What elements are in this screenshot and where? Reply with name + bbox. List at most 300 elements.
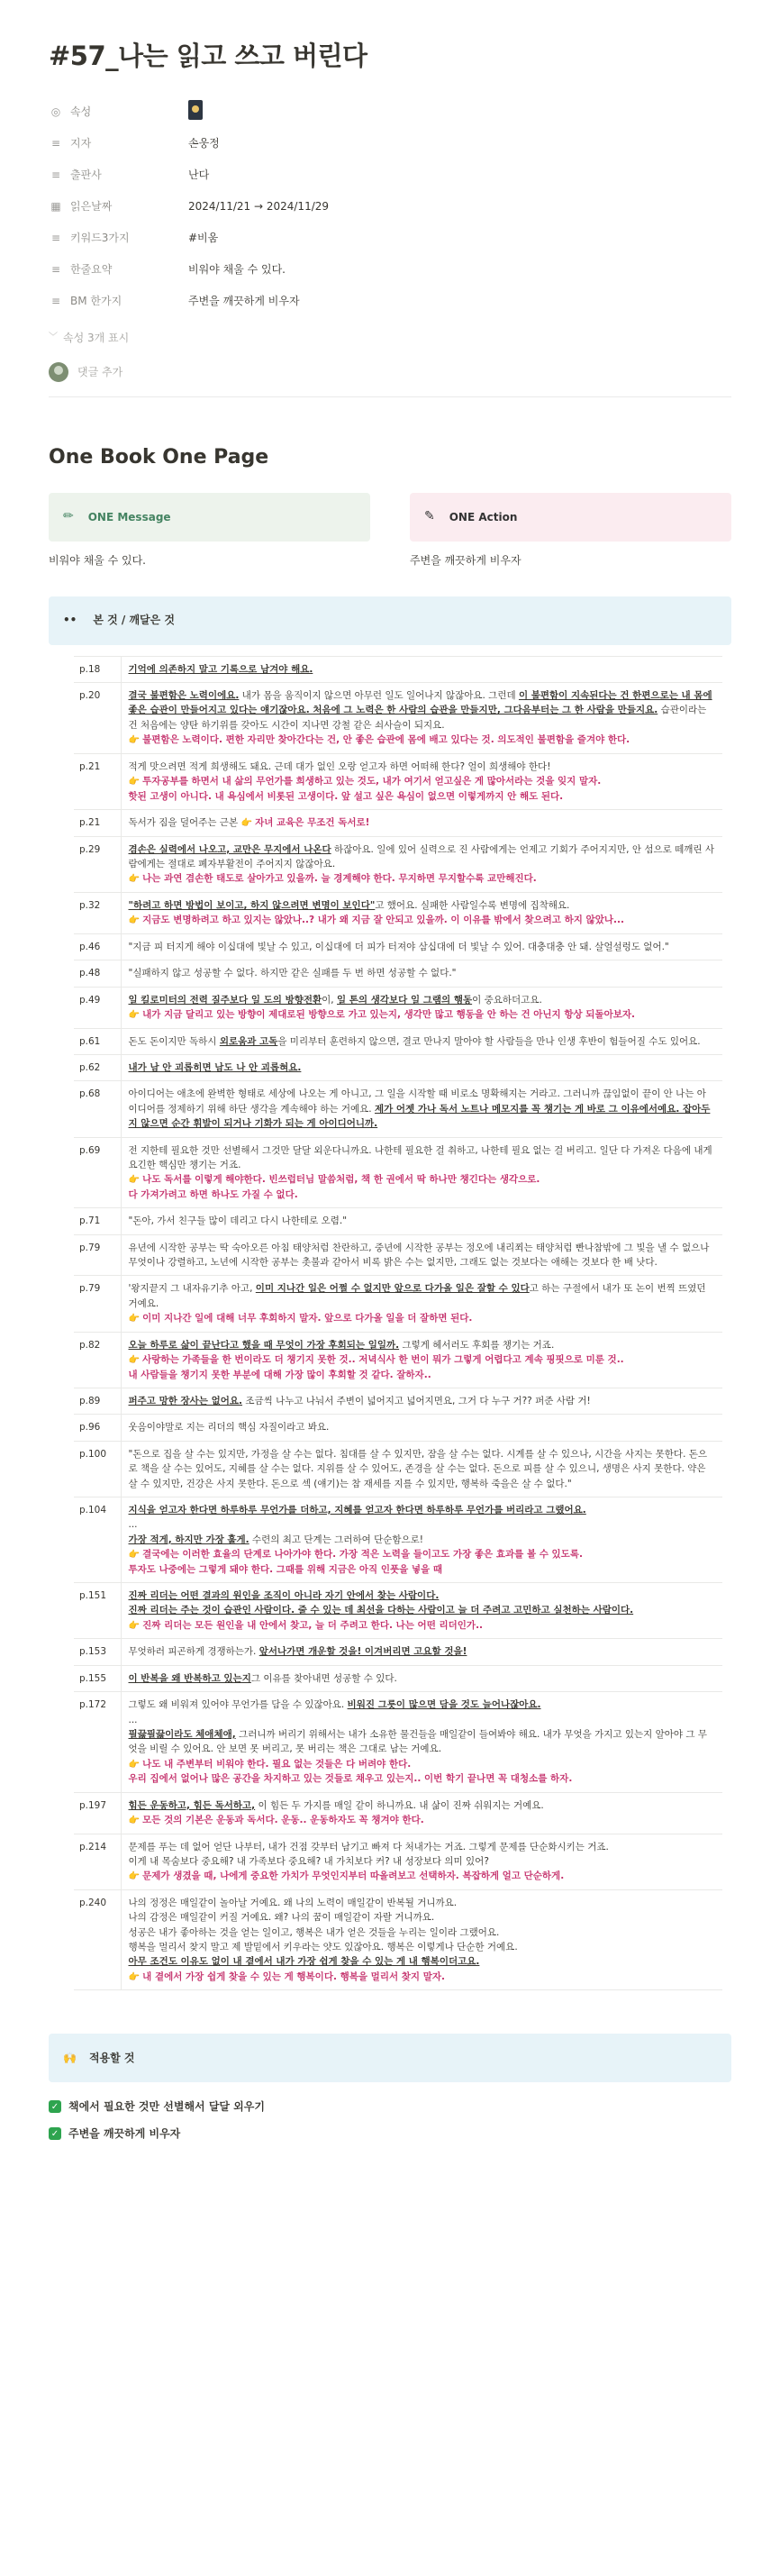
- section-heading: One Book One Page: [49, 445, 269, 469]
- quote-text: 겸손은 실력에서 나오고, 교만은 무지에서 나온다: [128, 843, 331, 855]
- table-row: [74, 683, 722, 754]
- list-icon: ≡: [50, 137, 61, 150]
- quote-text: 성공은 내가 좋아하는 것을 얻는 일이고, 행복은 내가 얻은 것들을 누리는 일이라 그랬어요.: [128, 1926, 500, 1938]
- page-number-cell[interactable]: p.46: [74, 933, 121, 960]
- checkbox-checked-icon[interactable]: ✓: [49, 2127, 61, 2140]
- one-action-callout: [410, 493, 731, 542]
- table-row: [74, 1834, 722, 1889]
- quote-line: [129, 1727, 716, 1757]
- property-row[interactable]: [49, 254, 731, 286]
- quote-text: '왕지끝지 그 내자유기추 아고,: [128, 1283, 256, 1295]
- note-text: 진짜 리더는 모든 원인을 내 안에서 찾고, 늘 더 주려고 한다. 나는 어떤 리더인가..: [142, 1619, 484, 1631]
- page-number-cell[interactable]: p.48: [74, 960, 121, 987]
- apply-label: 적용할 것: [88, 2052, 135, 2065]
- quote-line: [129, 1034, 716, 1049]
- property-value[interactable]: 손웅정: [188, 137, 220, 150]
- quote-line: [129, 1618, 716, 1634]
- note-text: 내가 지금 달리고 있는 방향이 제대로된 방향으로 가고 있는지, 생각만 많고 행동을 안 하는 건 아닌지 항상 되돌아보자.: [142, 1009, 635, 1021]
- quote-line: [129, 1214, 716, 1228]
- note-text: 핫된 고생이 아니다. 내 욕심에서 비롯된 고생이다. 앞 설고 싶은 욕심이 없으면 이렇게까지 안 해도 된다.: [128, 790, 564, 802]
- learnings-callout: [49, 596, 731, 645]
- quote-line: [129, 1771, 716, 1786]
- quote-line: [129, 1562, 716, 1577]
- page-number-cell[interactable]: p.21: [74, 753, 121, 809]
- quote-cell[interactable]: [121, 1276, 722, 1332]
- property-row[interactable]: [49, 223, 731, 254]
- page-number-cell[interactable]: p.89: [74, 1388, 121, 1415]
- quote-text: 을 미리부터 훈련하지 않으면, 결코 만나지 말아야 할 사람들을 만나 인생 후반이 험들어질 수도 있어요.: [277, 1035, 701, 1047]
- one-action-label: ONE Action: [449, 510, 518, 523]
- page-number-cell[interactable]: p.96: [74, 1415, 121, 1441]
- property-row[interactable]: [49, 191, 731, 223]
- eyes-icon: ••: [63, 614, 77, 627]
- quote-text: 진짜 리더는 주는 것이 습관인 사람이다. 줄 수 있는 데 최선을 다하는 사람이고 늘 더 주려고 고민하고 실천하는 사람이다.: [128, 1605, 634, 1616]
- quote-text: 지식을 얻고자 한다면 하루하루 무언가를 더하고, 지혜를 얻고자 한다면 하루하루 무언가를 버리라고 그랬어요.: [128, 1504, 586, 1516]
- pointing-hand-icon: 👉: [128, 915, 143, 926]
- properties: [49, 96, 731, 317]
- table-row: [74, 810, 722, 837]
- page-number-cell[interactable]: p.197: [74, 1792, 121, 1834]
- pointing-hand-icon: 👉: [128, 1620, 143, 1631]
- quote-cell[interactable]: [121, 656, 722, 682]
- list-icon: ≡: [50, 168, 61, 182]
- page-number-cell[interactable]: p.71: [74, 1208, 121, 1234]
- quote-line: [129, 662, 716, 677]
- note-text: 내 사람들을 챙기지 못한 부분에 대해 가장 많이 후회할 것 같다. 잘하자..: [128, 1369, 431, 1380]
- quote-line: [129, 1896, 716, 1910]
- quote-cell[interactable]: [121, 1415, 722, 1441]
- page-number-cell[interactable]: p.172: [74, 1692, 121, 1792]
- show-more-properties[interactable]: [49, 324, 731, 351]
- quote-line: [129, 815, 716, 831]
- table-row: [74, 960, 722, 987]
- table-row: [74, 1234, 722, 1276]
- quote-text: "하려고 하면 방법이 보이고, 하지 않으려면 변명이 보인다": [128, 900, 376, 911]
- property-key-label: 속성: [70, 105, 92, 119]
- status-icon: ◎: [50, 105, 61, 119]
- table-row: [74, 1889, 722, 1989]
- quote-text: 그렇도 왜 비워져 있어야 무언가를 담을 수 있잖아요.: [128, 1699, 348, 1711]
- pointing-hand-icon: 👉: [128, 1314, 143, 1324]
- note-text: 나도 독서를 이렇게 해야한다. 빈쓰럽터님 말씀처럼, 책 한 권에서 딱 하나만 챙긴다는 생각으로.: [142, 1174, 540, 1186]
- quote-cell[interactable]: [121, 1332, 722, 1388]
- property-value[interactable]: [188, 100, 203, 125]
- quote-text: 아무 조건도 이유도 없이 내 곁에서 내가 가장 쉽게 찾을 수 있는 게 내 행복이더고요.: [128, 1956, 480, 1968]
- pointing-hand-icon: 👉: [128, 1355, 143, 1366]
- quote-cell[interactable]: [121, 1441, 722, 1497]
- property-value[interactable]: 2024/11/21 → 2024/11/29: [188, 200, 330, 214]
- note-text: 불편함은 노력이다. 편한 자리만 찾아간다는 건, 안 좋은 습관에 몸에 배고 있다는 것. 의도적인 불편함을 즐겨야 한다.: [142, 734, 630, 746]
- one-message-text: 비워야 채울 수 있다.: [49, 554, 146, 568]
- quote-text: 유년에 시작한 공부는 딱 숙아오른 아침 태양처럼 찬란하고, 중년에 시작한 공부는 정오에 내리쬐는 태양처럼 빤나참밖에 그 빛을 낼 수 없으나 무엇이나 강렬하고, 노년에 시작한 공부는 촛불과 같아서 비록 밝은 수는 없지만, 그래도 없는 것보다는 애해는 것보다 한 배 낫다.: [128, 1242, 710, 1269]
- todo-item[interactable]: [49, 2122, 731, 2145]
- quote-text: "지금 피 터지게 해야 이십대에 빛날 수 있고, 이십대에 더 피가 터져야 삼십대에 더 빛날 수 있어. 대충대충 안 돼. 살얼설렁도 없어.": [128, 941, 669, 952]
- quote-line: [129, 1940, 716, 1954]
- quote-text: "돈아, 가서 친구들 많이 데리고 다시 나한테로 오렴.": [128, 1215, 348, 1227]
- quote-text: ...: [128, 1714, 138, 1725]
- property-value[interactable]: 비워야 채울 수 있다.: [188, 263, 286, 277]
- page-number-cell[interactable]: p.155: [74, 1665, 121, 1691]
- quote-line: [129, 1281, 716, 1311]
- quote-cell[interactable]: [121, 683, 722, 754]
- table-row: [74, 753, 722, 809]
- quote-text: 일 킬로미터의 전력 질주보다 일 도의 방향전환: [128, 994, 322, 1006]
- page-number-cell[interactable]: p.79: [74, 1276, 121, 1332]
- table-row: [74, 933, 722, 960]
- book-cover-icon: [188, 100, 203, 120]
- property-row[interactable]: [49, 286, 731, 317]
- quote-line: [129, 688, 716, 733]
- quote-line: [129, 1060, 716, 1075]
- quote-line: [129, 1869, 716, 1884]
- quote-text: 이게 내 목숨보다 중요해? 내 가족보다 중요해? 내 가치보다 커? 내 성장보다 의미 있어?: [128, 1855, 489, 1867]
- quote-text: 나의 정정은 매일같이 놀아날 거예요. 왜 나의 노력이 매일같이 반복될 거니까요.: [128, 1897, 458, 1908]
- apply-todo-list: [49, 2095, 731, 2145]
- pointing-hand-icon: 👉: [128, 777, 143, 787]
- page-number-cell[interactable]: p.49: [74, 987, 121, 1028]
- list-icon: ≡: [50, 263, 61, 277]
- quote-line: [129, 760, 716, 774]
- quote-cell[interactable]: [121, 933, 722, 960]
- quote-text: 하잖아요. 일에 있어 실력으로 진 사람에게는 언제고 기회가 주어지지만, 안 섬으로 떼깨린 사람에게는 절대로 폐자부활전이 주어지지 않잖아요.: [128, 843, 714, 870]
- quote-line: [129, 913, 716, 928]
- quote-text: 제가 어젯 가나 독서 노트나 메모지를 꼭 챙기는 게 바로 그 이유에서예요. 잡아두지 않으면 순간 휘발이 되거나 기화가 되는 게 아이디어니까.: [128, 1103, 711, 1130]
- quote-cell[interactable]: [121, 1639, 722, 1665]
- quote-line: [129, 1840, 716, 1854]
- quote-text: 수련의 최고 단계는 그러하여 단순함으로!: [249, 1534, 424, 1545]
- page-number-cell[interactable]: p.151: [74, 1583, 121, 1639]
- one-action-column: [410, 493, 731, 569]
- quote-line: [129, 1588, 716, 1603]
- property-key: [49, 104, 188, 121]
- page-number-cell[interactable]: p.21: [74, 810, 121, 837]
- table-row: [74, 1792, 722, 1834]
- table-row: [74, 1208, 722, 1234]
- page-number-cell[interactable]: p.214: [74, 1834, 121, 1889]
- quote-line: [129, 1798, 716, 1813]
- checkbox-checked-icon[interactable]: ✓: [49, 2100, 61, 2113]
- table-row: [74, 836, 722, 892]
- pointing-hand-icon: 👉: [128, 1550, 143, 1561]
- page-number-cell[interactable]: p.62: [74, 1055, 121, 1081]
- page-number-cell[interactable]: p.240: [74, 1889, 121, 1989]
- quote-line: [129, 789, 716, 804]
- table-row: [74, 1028, 722, 1054]
- quote-cell[interactable]: [121, 1081, 722, 1137]
- property-row[interactable]: [49, 159, 731, 191]
- quote-line: [129, 1671, 716, 1686]
- list-icon: ≡: [50, 295, 61, 308]
- table-row: [74, 1276, 722, 1332]
- page-number-cell[interactable]: p.104: [74, 1497, 121, 1582]
- quote-line: [129, 1447, 716, 1491]
- show-more-label: 속성 3개 표시: [63, 331, 130, 344]
- quote-line: [129, 1713, 716, 1727]
- page-number-cell[interactable]: p.82: [74, 1332, 121, 1388]
- page-number-cell[interactable]: p.61: [74, 1028, 121, 1054]
- pointing-hand-icon: 👉: [128, 1010, 143, 1021]
- quote-line: [129, 1420, 716, 1434]
- learnings-label: 본 것 / 깨달은 것: [93, 614, 175, 627]
- quote-text: 힘든 운동하고, 힘든 독서하고,: [128, 1799, 256, 1811]
- property-key: [49, 230, 188, 247]
- quote-line: [129, 1698, 716, 1712]
- note-text: 우리 집에서 없어나 많은 공간을 차지하고 있는 것들로 채우고 있는지.. 이번 학기 끝나면 꼭 대청소를 하자.: [128, 1773, 573, 1785]
- quote-text: 조금씩 나누고 나눠서 주변이 넓어지고 넓어지면요, 그거 다 누구 거?? 퍼준 사람 거!: [242, 1396, 591, 1407]
- quote-text: 외로움과 고독: [219, 1035, 278, 1047]
- quote-line: [129, 1910, 716, 1925]
- quote-cell[interactable]: [121, 1692, 722, 1792]
- quote-text: 웃음이야말로 지는 리더의 핵심 자질이라고 봐요.: [128, 1422, 330, 1434]
- table-row: [74, 893, 722, 934]
- chevron-down-icon: ﹀: [49, 332, 58, 343]
- note-text: 사랑하는 가족들을 한 번이라도 더 챙기지 못한 것.. 저녁식사 한 번이 뭐가 그렇게 어렵다고 계속 핑핏으로 미룬 것..: [142, 1354, 624, 1366]
- quote-text: 앞서나가면 개운할 것을! 이겨버리면 고요할 것을!: [258, 1646, 467, 1658]
- add-comment[interactable]: [49, 362, 731, 397]
- quote-line: [129, 1241, 716, 1270]
- table-row: [74, 1137, 722, 1208]
- quote-text: 적게 맛으려면 적게 희생해도 돼요. 근데 대가 없인 오랑 얻고자 하면 어떠해 한다? 얼이 희생해야 한다!: [128, 760, 551, 772]
- quote-text: 그러니까 버리기 위해서는 내가 소유한 물건들을 매일같이 들여봐야 해요. 내가 무엇을 가지고 있는지 알아야 그 무엇을 비릴 수 있어요. 안 보면 못 버리고, 못 버리는 책은 그대로 남는 거예요.: [128, 1728, 708, 1755]
- quote-text: 그 이유를 찾아내면 성공할 수 있다.: [250, 1672, 397, 1684]
- quote-text: 내가 몸을 움직이지 않으면 아무런 일도 일어나지 않잖아요. 그런데: [239, 690, 519, 701]
- quote-text: "돈으로 집을 살 수는 있지만, 가정을 살 수는 없다. 침대를 살 수 있지만, 잠을 살 수는 없다. 시계를 살 수 있으나, 시간을 사지는 못한다. 돈으로 책을 살 수는 있어도, 지혜를 살 수는 없다. 지위를 살 수 있어도, 존경을 살 수는 없다. 돈으로 피를 살 수 있으니, 생명은 사지 못한다. 약은 살 수 있지만, 건강은 사지 못한다. 돈으로 섹 (얘기)는 참 재세를 지를 수 있지만, 행복하 죽을은 살 수 없다.": [128, 1448, 708, 1489]
- note-text: 결국에는 이러한 효율의 단계로 나아가야 한다. 가장 적은 노력을 들이고도 가장 좋은 효과를 볼 수 있도록.: [142, 1549, 583, 1561]
- note-text: 자녀 교육은 무조건 독서로!: [255, 817, 370, 829]
- property-row[interactable]: [49, 96, 731, 128]
- note-text: 나는 과연 겸손한 태도로 살아가고 있을까. 늘 경계해야 한다. 무지하면 무지할수록 교만해진다.: [142, 873, 537, 885]
- quote-cell[interactable]: [121, 1583, 722, 1639]
- quote-text: 필끓필끓이라도 체애체애,: [128, 1728, 236, 1740]
- one-message-column: [49, 493, 370, 569]
- quote-cell[interactable]: [121, 1834, 722, 1889]
- property-key: [49, 167, 188, 184]
- quote-line: [129, 1394, 716, 1408]
- property-key: [49, 135, 188, 152]
- one-message-callout: [49, 493, 370, 542]
- apply-callout: [49, 2034, 731, 2082]
- note-text: 투자공부를 하면서 내 삶의 무언가를 희생하고 있는 것도, 내가 여기서 얻고싶은 게 많아서라는 것을 잊지 말자.: [142, 776, 602, 787]
- quote-line: [129, 1954, 716, 1969]
- note-text: 내 곁에서 가장 쉽게 찾을 수 있는 게 행복이다. 행복을 멀리서 찾지 말자.: [142, 1971, 445, 1982]
- quote-line: [129, 993, 716, 1007]
- quote-text: 아이디어는 애초에 완벽한 형태로 세상에 나오는 게 아니고, 그 일을 시작할 때 비로소 명확해지는 거라고. 그러니까 끊임없이 끝이 안 나는 아이디어를 정제하기 위해 하단 생각을 계속해야 하는 거예요.: [128, 1088, 706, 1115]
- quote-line: [129, 1172, 716, 1188]
- edit-icon: ✎: [424, 509, 435, 524]
- note-text: 지금도 변명하려고 하고 있지는 않았나..? 내가 왜 지금 잘 안되고 있을까. 이 이유를 밖에서 찾으려고 하지 않았나...: [142, 915, 624, 926]
- quote-text: ...: [128, 1519, 138, 1531]
- quote-text: 전 지한테 필요한 것만 선별해서 그것만 달달 외운다니까요. 나한테 필요한 걸 취하고, 나한테 필요 없는 걸 버리고. 일단 다 가져온 다음에 내게 요긴한 핵심만 챙기는 거죠.: [128, 1144, 712, 1170]
- quote-cell[interactable]: [121, 1234, 722, 1276]
- quote-text: 나의 감정은 매일같이 커질 거예요. 왜? 나의 꿈이 매일같이 자랄 거니까요.: [128, 1912, 435, 1924]
- page-title: #57_나는 읽고 쓰고 버린다: [49, 41, 367, 71]
- quote-text: 진짜 리더는 어떤 결과의 원인을 조직이 아니라 자기 안에서 찾는 사람이다.: [128, 1590, 440, 1602]
- quote-line: [129, 733, 716, 748]
- quote-line: [129, 1352, 716, 1368]
- quote-line: [129, 1757, 716, 1772]
- page-number-cell[interactable]: p.68: [74, 1081, 121, 1137]
- message-action-columns: [49, 493, 731, 569]
- property-key: [49, 261, 188, 278]
- property-value[interactable]: 주변을 깨끗하게 비우자: [188, 295, 300, 308]
- property-row[interactable]: [49, 128, 731, 159]
- quote-text: 오늘 하루로 삶이 끝난다고 했을 때 무엇이 가장 후회되는 일일까.: [128, 1339, 400, 1351]
- pointing-hand-icon: 👉: [240, 818, 256, 829]
- pointing-hand-icon: 👉: [128, 1971, 143, 1982]
- quote-cell[interactable]: [121, 1889, 722, 1989]
- table-row: [74, 1441, 722, 1497]
- quote-line: [129, 1644, 716, 1659]
- quote-line: [129, 1970, 716, 1985]
- quotes-table-wrap: [49, 645, 731, 2016]
- quote-line: [129, 1547, 716, 1562]
- pencil-icon: ✏: [63, 509, 74, 524]
- property-key: [49, 293, 188, 310]
- quote-text: 행복을 멀리서 찾지 말고 제 발밑에서 키우라는 얏도 있잖아요. 행복은 이렇게나 단순한 거예요.: [128, 1942, 518, 1953]
- property-key-label: 출판사: [70, 168, 102, 182]
- page-number-cell[interactable]: p.29: [74, 836, 121, 892]
- pointing-hand-icon: 👉: [128, 1816, 143, 1825]
- quote-text: 무엇하러 피곤하게 경쟁하는가.: [128, 1646, 259, 1658]
- quote-text: 독서가 짐을 덜어주는 근본: [128, 817, 241, 829]
- list-icon: ≡: [50, 232, 61, 245]
- quote-line: [129, 1368, 716, 1382]
- pointing-hand-icon: 👉: [128, 874, 143, 885]
- quote-cell[interactable]: [121, 753, 722, 809]
- quote-line: [129, 774, 716, 789]
- quote-cell[interactable]: [121, 1497, 722, 1582]
- table-row: [74, 1692, 722, 1792]
- quote-line: [129, 1188, 716, 1202]
- hands-icon: 🙌: [63, 2052, 77, 2065]
- quote-line: [129, 1503, 716, 1517]
- quote-text: 문제를 푸는 데 없어 얻단 나부터, 내가 건점 갖부터 남기고 빠져 다 처내가는 거죠. 그렇게 문제를 단순화시키는 거죠.: [128, 1841, 609, 1852]
- table-row: [74, 656, 722, 682]
- table-row: [74, 1388, 722, 1415]
- property-key-label: 읽은날짜: [70, 200, 113, 214]
- todo-label: 책에서 필요한 것만 선별해서 달달 외우기: [68, 2100, 265, 2114]
- quote-cell[interactable]: [121, 1792, 722, 1834]
- pointing-hand-icon: 👉: [128, 735, 143, 746]
- add-comment-label: 댓글 추가: [77, 365, 123, 378]
- pointing-hand-icon: 👉: [128, 1175, 143, 1186]
- quote-line: [129, 966, 716, 980]
- note-text: 모든 것의 기본은 운동과 독서다. 운동.. 운동하자도 꼭 챙겨야 한다.: [142, 1815, 424, 1825]
- quote-line: [129, 1143, 716, 1173]
- note-text: 다 가져가려고 하면 하나도 가질 수 없다.: [128, 1188, 298, 1200]
- table-row: [74, 1665, 722, 1691]
- todo-item[interactable]: [49, 2095, 731, 2118]
- quote-text: 퍼주고 망한 장사는 없어요.: [128, 1396, 243, 1407]
- page-number-cell[interactable]: p.32: [74, 893, 121, 934]
- quote-text: 이 반복을 왜 반복하고 있는지: [128, 1672, 251, 1684]
- table-row: [74, 987, 722, 1028]
- quote-cell[interactable]: [121, 960, 722, 987]
- quote-line: [129, 1007, 716, 1023]
- pointing-hand-icon: 👉: [128, 1871, 143, 1882]
- quote-text: 이,: [322, 994, 337, 1006]
- quote-text: 고 했어요. 실패한 사람일수록 변명에 집착해요.: [375, 900, 570, 911]
- quote-text: 이 불편함이 지속된다는 건 한편으로는 내 몸에 좋은 습관이 만들어지고 있다는 얘기잖아요. 처음에 그 노력은 한 사람의 습관을 만들지만, 그다음부터는 그 한 사람을 만들지요.: [128, 690, 712, 716]
- property-key-label: 키워드3가지: [70, 232, 130, 245]
- page-number-cell[interactable]: p.79: [74, 1234, 121, 1276]
- quote-line: [129, 1533, 716, 1547]
- property-value[interactable]: 난다: [188, 168, 210, 182]
- quote-cell[interactable]: [121, 1137, 722, 1208]
- page-number-cell[interactable]: p.69: [74, 1137, 121, 1208]
- quote-line: [129, 940, 716, 954]
- table-row: [74, 1583, 722, 1639]
- quote-cell[interactable]: [121, 987, 722, 1028]
- table-row: [74, 1415, 722, 1441]
- quote-text: 내가 남 안 괴롭히면 남도 나 안 괴롭혀요.: [128, 1062, 302, 1074]
- quote-cell[interactable]: [121, 893, 722, 934]
- quote-line: [129, 898, 716, 913]
- quote-cell[interactable]: [121, 1665, 722, 1691]
- quote-text: 고 하는 구절에서 내가 또 논이 번찍 뜨였던 거예요.: [128, 1283, 706, 1309]
- table-row: [74, 1055, 722, 1081]
- quote-line: [129, 1311, 716, 1326]
- quote-text: 기억에 의존하지 말고 기록으로 남겨야 해요.: [128, 663, 313, 675]
- quote-cell[interactable]: [121, 836, 722, 892]
- property-key: [49, 198, 188, 215]
- quote-text: 이 중요하더고요.: [472, 994, 542, 1006]
- quote-text: 일 톤의 생각보다 일 그램의 행동: [336, 994, 473, 1006]
- property-key-label: 지자: [70, 137, 92, 150]
- quote-line: [129, 1087, 716, 1131]
- quote-text: 비워진 그릇이 많으면 담을 것도 늘어나잖아요.: [347, 1699, 541, 1711]
- quote-cell[interactable]: [121, 1208, 722, 1234]
- quote-cell[interactable]: [121, 1388, 722, 1415]
- table-row: [74, 1639, 722, 1665]
- quote-cell[interactable]: [121, 1055, 722, 1081]
- note-text: 나도 내 주변부터 비워야 한다. 필요 없는 것들은 다 버려야 한다.: [142, 1758, 412, 1770]
- page-number-cell[interactable]: p.153: [74, 1639, 121, 1665]
- quote-text: 돈도 돈이지만 독하시: [128, 1035, 220, 1047]
- quote-cell[interactable]: [121, 810, 722, 837]
- table-row: [74, 1332, 722, 1388]
- one-action-text: 주변을 깨끗하게 비우자: [410, 554, 522, 568]
- table-row: [74, 1497, 722, 1582]
- quote-line: [129, 1854, 716, 1869]
- avatar: [49, 362, 68, 382]
- todo-label: 주변을 깨끗하게 비우자: [68, 2127, 181, 2141]
- quote-line: [129, 1603, 716, 1617]
- page-number-cell[interactable]: p.18: [74, 656, 121, 682]
- quote-line: [129, 1813, 716, 1828]
- quote-text: 결국 불편함은 노력이에요.: [128, 690, 240, 701]
- quote-text: 그렇게 헤서러도 후회를 챙기는 거죠.: [399, 1339, 555, 1351]
- page-number-cell[interactable]: p.100: [74, 1441, 121, 1497]
- page-number-cell[interactable]: p.20: [74, 683, 121, 754]
- quote-line: [129, 1517, 716, 1532]
- note-text: 문제가 생겼을 때, 나에게 중요한 가치가 무엇인지부터 따올려보고 선택하자. 복잡하게 얼고 단순하게.: [142, 1871, 565, 1882]
- quote-cell[interactable]: [121, 1028, 722, 1054]
- note-text: 투자도 나중에는 그렇게 돼야 한다. 그때를 위해 지금은 아직 인풋을 넣을 때: [128, 1563, 442, 1575]
- property-key-label: BM 한가지: [70, 295, 122, 308]
- table-row: [74, 1081, 722, 1137]
- property-value[interactable]: #비움: [188, 232, 219, 245]
- quote-text: "실패하지 않고 성공할 수 없다. 하지만 같은 실패를 두 번 하면 성공할 수 없다.": [128, 968, 457, 979]
- note-text: 이미 지나간 일에 대해 너무 후회하지 말자. 앞으로 다가올 일을 더 잘하면 된다.: [142, 1313, 473, 1324]
- one-message-label: ONE Message: [87, 510, 171, 523]
- quote-line: [129, 1925, 716, 1940]
- quote-text: 가장 적게, 하지만 가장 훌게.: [128, 1534, 249, 1545]
- quote-line: [129, 842, 716, 872]
- pointing-hand-icon: 👉: [128, 1759, 143, 1770]
- quotes-table: [74, 656, 722, 1991]
- quote-line: [129, 871, 716, 887]
